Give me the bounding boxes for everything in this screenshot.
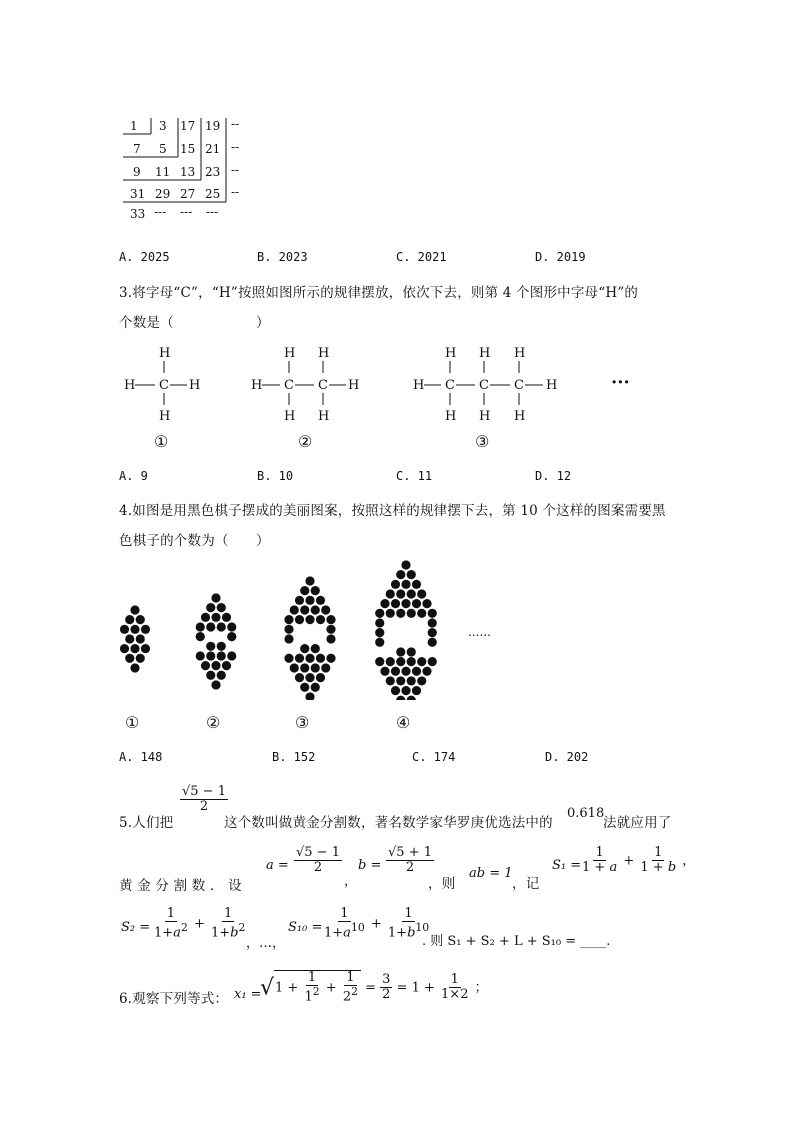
black-stone xyxy=(396,609,405,618)
black-stone xyxy=(412,667,421,676)
black-stone xyxy=(401,560,410,569)
dot-patterns xyxy=(110,560,510,700)
black-stone xyxy=(130,644,139,653)
q5-b-def: b = xyxy=(358,858,382,873)
black-stone xyxy=(391,686,400,695)
q4-option-b[interactable]: B. 152 xyxy=(272,750,316,764)
black-stone xyxy=(136,634,145,643)
figure-label-1: ① xyxy=(154,432,169,451)
black-stone xyxy=(206,622,215,631)
black-stone xyxy=(428,628,437,637)
black-stone xyxy=(396,676,405,685)
black-stone xyxy=(391,599,400,608)
black-stone xyxy=(396,589,405,598)
table-cell: --- xyxy=(206,205,219,219)
q5-then: ，则 xyxy=(428,876,456,892)
black-stone xyxy=(141,625,150,634)
black-stone xyxy=(386,589,395,598)
black-stone xyxy=(311,586,320,595)
pattern-label-4: ④ xyxy=(396,713,411,732)
black-stone xyxy=(375,628,384,637)
table-cell: --- xyxy=(180,205,193,219)
q5-number-0618: 0.618 xyxy=(567,806,605,821)
black-stone xyxy=(222,661,231,670)
black-stone xyxy=(201,613,210,622)
black-stone xyxy=(217,671,226,680)
ellipsis: ...... xyxy=(468,625,491,639)
pattern-label-1: ① xyxy=(125,713,140,732)
black-stone xyxy=(401,667,410,676)
dot-pattern-3 xyxy=(284,576,335,700)
black-stone xyxy=(401,686,410,695)
black-stone xyxy=(386,609,395,618)
black-stone xyxy=(326,615,335,624)
black-stone xyxy=(428,609,437,618)
q5-a-def: a = xyxy=(266,858,289,873)
q5-line2-prefix: 黄 金 分 割 数 ． 设 xyxy=(119,878,242,894)
svg-text:H: H xyxy=(318,409,330,424)
black-stone xyxy=(125,654,134,663)
svg-text:H: H xyxy=(318,346,330,361)
black-stone xyxy=(300,605,309,614)
black-stone xyxy=(300,683,309,692)
black-stone xyxy=(412,580,421,589)
q5-s2: S₂ = xyxy=(121,920,151,935)
svg-text:H: H xyxy=(413,378,425,393)
atom-c: C xyxy=(159,378,169,393)
black-stone xyxy=(196,651,205,660)
black-stone xyxy=(284,615,293,624)
black-stone xyxy=(222,613,231,622)
black-stone xyxy=(217,642,226,651)
dot-patterns-svg xyxy=(110,560,510,700)
q5-s2-expression: $\frac{1}{1+a^2}$ + $\frac{1}{1+b^2}$ xyxy=(154,906,246,941)
table-cell: 25 xyxy=(205,187,221,201)
q3-option-a[interactable]: A. 9 xyxy=(119,469,148,483)
black-stone xyxy=(407,609,416,618)
q2-option-d[interactable]: D. 2019 xyxy=(535,250,586,264)
fraction-numerator: √5 − 1 xyxy=(296,845,340,860)
q4-option-a[interactable]: A. 148 xyxy=(119,750,163,764)
black-stone xyxy=(407,570,416,579)
dot-pattern-4 xyxy=(375,560,437,700)
black-stone xyxy=(380,599,389,608)
black-stone xyxy=(412,599,421,608)
black-stone xyxy=(201,661,210,670)
black-stone xyxy=(227,651,236,660)
q2-option-c[interactable]: C. 2021 xyxy=(396,250,447,264)
figure-label-3: ③ xyxy=(475,432,490,451)
table-cell: 5 xyxy=(159,142,167,156)
q3-option-c[interactable]: C. 11 xyxy=(396,469,433,483)
black-stone xyxy=(412,686,421,695)
black-stone xyxy=(206,642,215,651)
q5-ab: ab = 1 xyxy=(469,866,513,881)
black-stone xyxy=(120,644,129,653)
q4-option-c[interactable]: C. 174 xyxy=(412,750,456,764)
black-stone xyxy=(305,654,314,663)
table-cell: 19 xyxy=(205,119,221,133)
table-cell: 21 xyxy=(205,142,221,156)
atom-h: H xyxy=(124,378,136,393)
pattern-label-3: ③ xyxy=(295,713,310,732)
black-stone xyxy=(311,663,320,672)
black-stone xyxy=(284,634,293,643)
black-stone xyxy=(136,615,145,624)
black-stone xyxy=(141,644,150,653)
fraction-denominator: 2 xyxy=(405,860,415,876)
black-stone xyxy=(217,603,226,612)
table-cell: 9 xyxy=(133,165,141,179)
black-stone xyxy=(417,676,426,685)
black-stone xyxy=(316,654,325,663)
table-cell: -- xyxy=(231,163,240,177)
atom-h: H xyxy=(159,409,171,424)
q5-s10: S₁₀ = xyxy=(288,920,323,935)
black-stone xyxy=(401,580,410,589)
black-stone xyxy=(305,596,314,605)
black-stone xyxy=(290,663,299,672)
svg-text:H: H xyxy=(546,378,558,393)
black-stone xyxy=(401,599,410,608)
q6-prefix: 6.观察下列等式： xyxy=(119,991,229,1007)
black-stone xyxy=(386,676,395,685)
table-cell: 7 xyxy=(133,142,141,156)
black-stone xyxy=(326,625,335,634)
black-stone xyxy=(316,596,325,605)
black-stone xyxy=(396,570,405,579)
q2-option-b[interactable]: B. 2023 xyxy=(257,250,308,264)
black-stone xyxy=(305,576,314,585)
svg-text:H: H xyxy=(445,409,457,424)
molecule-figures xyxy=(118,340,648,455)
table-cell: 11 xyxy=(155,165,171,179)
black-stone xyxy=(396,657,405,666)
black-stone xyxy=(316,673,325,682)
black-stone xyxy=(428,638,437,647)
fraction-numerator: √5 + 1 xyxy=(388,845,432,860)
molecule-1 xyxy=(124,346,200,424)
svg-text:H: H xyxy=(284,346,296,361)
molecule-3 xyxy=(413,346,557,424)
black-stone xyxy=(417,657,426,666)
svg-text:C: C xyxy=(479,378,489,393)
black-stone xyxy=(417,589,426,598)
black-stone xyxy=(380,667,389,676)
table-cell: -- xyxy=(231,140,240,154)
q4-question-line1: 4.如图是用黑色棋子摆成的美丽图案，按照这样的规律摆下去，第 10 个这样的图案需要黑 xyxy=(119,503,666,519)
q5-description: 这个数叫做黄金分割数，著名数学家华罗庚优选法中的 xyxy=(224,815,553,831)
svg-text:H: H xyxy=(514,409,526,424)
svg-text:H: H xyxy=(514,346,526,361)
q5-result: . 则 S₁ + S₂ + L + S₁₀ = ____. xyxy=(422,934,611,949)
black-stone xyxy=(396,647,405,656)
black-stone xyxy=(290,605,299,614)
black-stone xyxy=(326,654,335,663)
black-stone xyxy=(407,657,416,666)
black-stone xyxy=(206,603,215,612)
molecule-2 xyxy=(251,346,359,424)
q3-question-line2: 个数是（ ） xyxy=(119,315,270,331)
table-cell: 17 xyxy=(180,119,196,133)
black-stone xyxy=(428,618,437,627)
black-stone xyxy=(321,605,330,614)
q3-question-line1: 3.将字母“C”，“H”按照如图所示的规律摆放，依次下去，则第 4 个图形中字母“H”的 xyxy=(119,285,639,301)
q5-dots: ，…， xyxy=(246,936,286,951)
black-stone xyxy=(130,663,139,672)
q3-option-b[interactable]: B. 10 xyxy=(257,469,294,483)
svg-text:H: H xyxy=(251,378,263,393)
black-stone xyxy=(311,683,320,692)
black-stone xyxy=(428,657,437,666)
black-stone xyxy=(295,615,304,624)
black-stone xyxy=(386,657,395,666)
black-stone xyxy=(211,613,220,622)
q6-x1: x₁ = xyxy=(234,987,262,1002)
fraction-denominator: 2 xyxy=(199,799,209,815)
svg-text:H: H xyxy=(284,409,296,424)
black-stone xyxy=(311,644,320,653)
black-stone xyxy=(407,589,416,598)
table-cell: 31 xyxy=(130,187,146,201)
black-stone xyxy=(196,632,205,641)
black-stone xyxy=(407,647,416,656)
svg-text:H: H xyxy=(348,378,360,393)
table-cell: 29 xyxy=(155,187,171,201)
svg-text:C: C xyxy=(318,378,328,393)
table-cell: --- xyxy=(154,205,167,219)
q5-suffix: 法就应用了 xyxy=(603,815,672,831)
black-stone xyxy=(130,605,139,614)
black-stone xyxy=(206,671,215,680)
svg-text:H: H xyxy=(445,346,457,361)
q4-option-d[interactable]: D. 202 xyxy=(545,750,589,764)
black-stone xyxy=(130,625,139,634)
svg-text:C: C xyxy=(514,378,524,393)
black-stone xyxy=(227,632,236,641)
q5-golden-fraction xyxy=(180,785,228,815)
black-stone xyxy=(217,622,226,631)
black-stone xyxy=(211,661,220,670)
atom-h: H xyxy=(159,346,171,361)
black-stone xyxy=(311,605,320,614)
q5-s1: S₁ = xyxy=(552,858,582,873)
fraction-numerator: √5 − 1 xyxy=(182,784,226,799)
black-stone xyxy=(422,667,431,676)
table-cell: 27 xyxy=(180,187,196,201)
black-stone xyxy=(321,663,330,672)
black-stone xyxy=(407,696,416,700)
q5-s10-expression: $\frac{1}{1+a^{10}}$ + $\frac{1}{1+b^{10}}$ xyxy=(324,906,430,941)
black-stone xyxy=(326,634,335,643)
black-stone xyxy=(375,609,384,618)
black-stone xyxy=(295,654,304,663)
q3-option-d[interactable]: D. 12 xyxy=(535,469,572,483)
black-stone xyxy=(284,625,293,634)
black-stone xyxy=(295,673,304,682)
table-cell: 15 xyxy=(180,142,196,156)
black-stone xyxy=(211,593,220,602)
q6-expression: √1 + $\frac{1}{1^2}$ + $\frac{1}{2^2}$ = $\frac{3}{2}$ = 1 + $\frac{1}{1\times 2}$ ； xyxy=(260,970,488,1005)
black-stone xyxy=(305,692,314,700)
ellipsis: ··· xyxy=(611,372,630,393)
q2-option-a[interactable]: A. 2025 xyxy=(119,250,170,264)
black-stone xyxy=(375,618,384,627)
black-stone xyxy=(284,654,293,663)
black-stone xyxy=(217,651,226,660)
q5-a-fraction xyxy=(294,846,342,876)
black-stone xyxy=(125,615,134,624)
fraction-denominator: 2 xyxy=(313,860,323,876)
black-stone xyxy=(211,680,220,689)
black-stone xyxy=(300,644,309,653)
table-cell: -- xyxy=(231,117,240,131)
q5-b-fraction xyxy=(386,846,434,876)
table-cell: -- xyxy=(231,185,240,199)
black-stone xyxy=(417,609,426,618)
black-stone xyxy=(391,667,400,676)
black-stone xyxy=(196,622,205,631)
table-cell: 3 xyxy=(159,119,167,133)
black-stone xyxy=(391,580,400,589)
dot-pattern-2 xyxy=(196,593,237,689)
black-stone xyxy=(396,696,405,700)
table-cell: 13 xyxy=(180,165,196,179)
black-stone xyxy=(136,654,145,663)
figure-label-2: ② xyxy=(298,432,313,451)
table-cell: 23 xyxy=(205,165,221,179)
black-stone xyxy=(305,615,314,624)
q5-prefix: 5.人们把 xyxy=(119,815,174,831)
atom-h: H xyxy=(189,378,201,393)
svg-text:H: H xyxy=(479,409,491,424)
table-cell: 1 xyxy=(130,119,138,133)
black-stone xyxy=(422,599,431,608)
q5-s1-expression: $\frac{1}{1 + a}$ + $\frac{1}{1 + b}$ ， xyxy=(582,845,696,876)
black-stone xyxy=(120,625,129,634)
black-stone xyxy=(375,638,384,647)
black-stone xyxy=(300,586,309,595)
black-stone xyxy=(316,615,325,624)
black-stone xyxy=(125,634,134,643)
table-cell: 33 xyxy=(130,207,146,221)
number-table xyxy=(118,114,258,224)
svg-text:C: C xyxy=(284,378,294,393)
black-stone xyxy=(300,663,309,672)
black-stone xyxy=(227,622,236,631)
q4-question-line2: 色棋子的个数为（ ） xyxy=(119,533,270,549)
black-stone xyxy=(375,657,384,666)
q5-note: ，记 xyxy=(512,876,540,892)
svg-text:H: H xyxy=(479,346,491,361)
black-stone xyxy=(305,673,314,682)
black-stone xyxy=(407,676,416,685)
black-stone xyxy=(206,651,215,660)
dot-pattern-1 xyxy=(120,605,150,672)
svg-text:C: C xyxy=(445,378,455,393)
black-stone xyxy=(295,596,304,605)
pattern-label-2: ② xyxy=(206,713,221,732)
comma: ， xyxy=(344,874,358,889)
